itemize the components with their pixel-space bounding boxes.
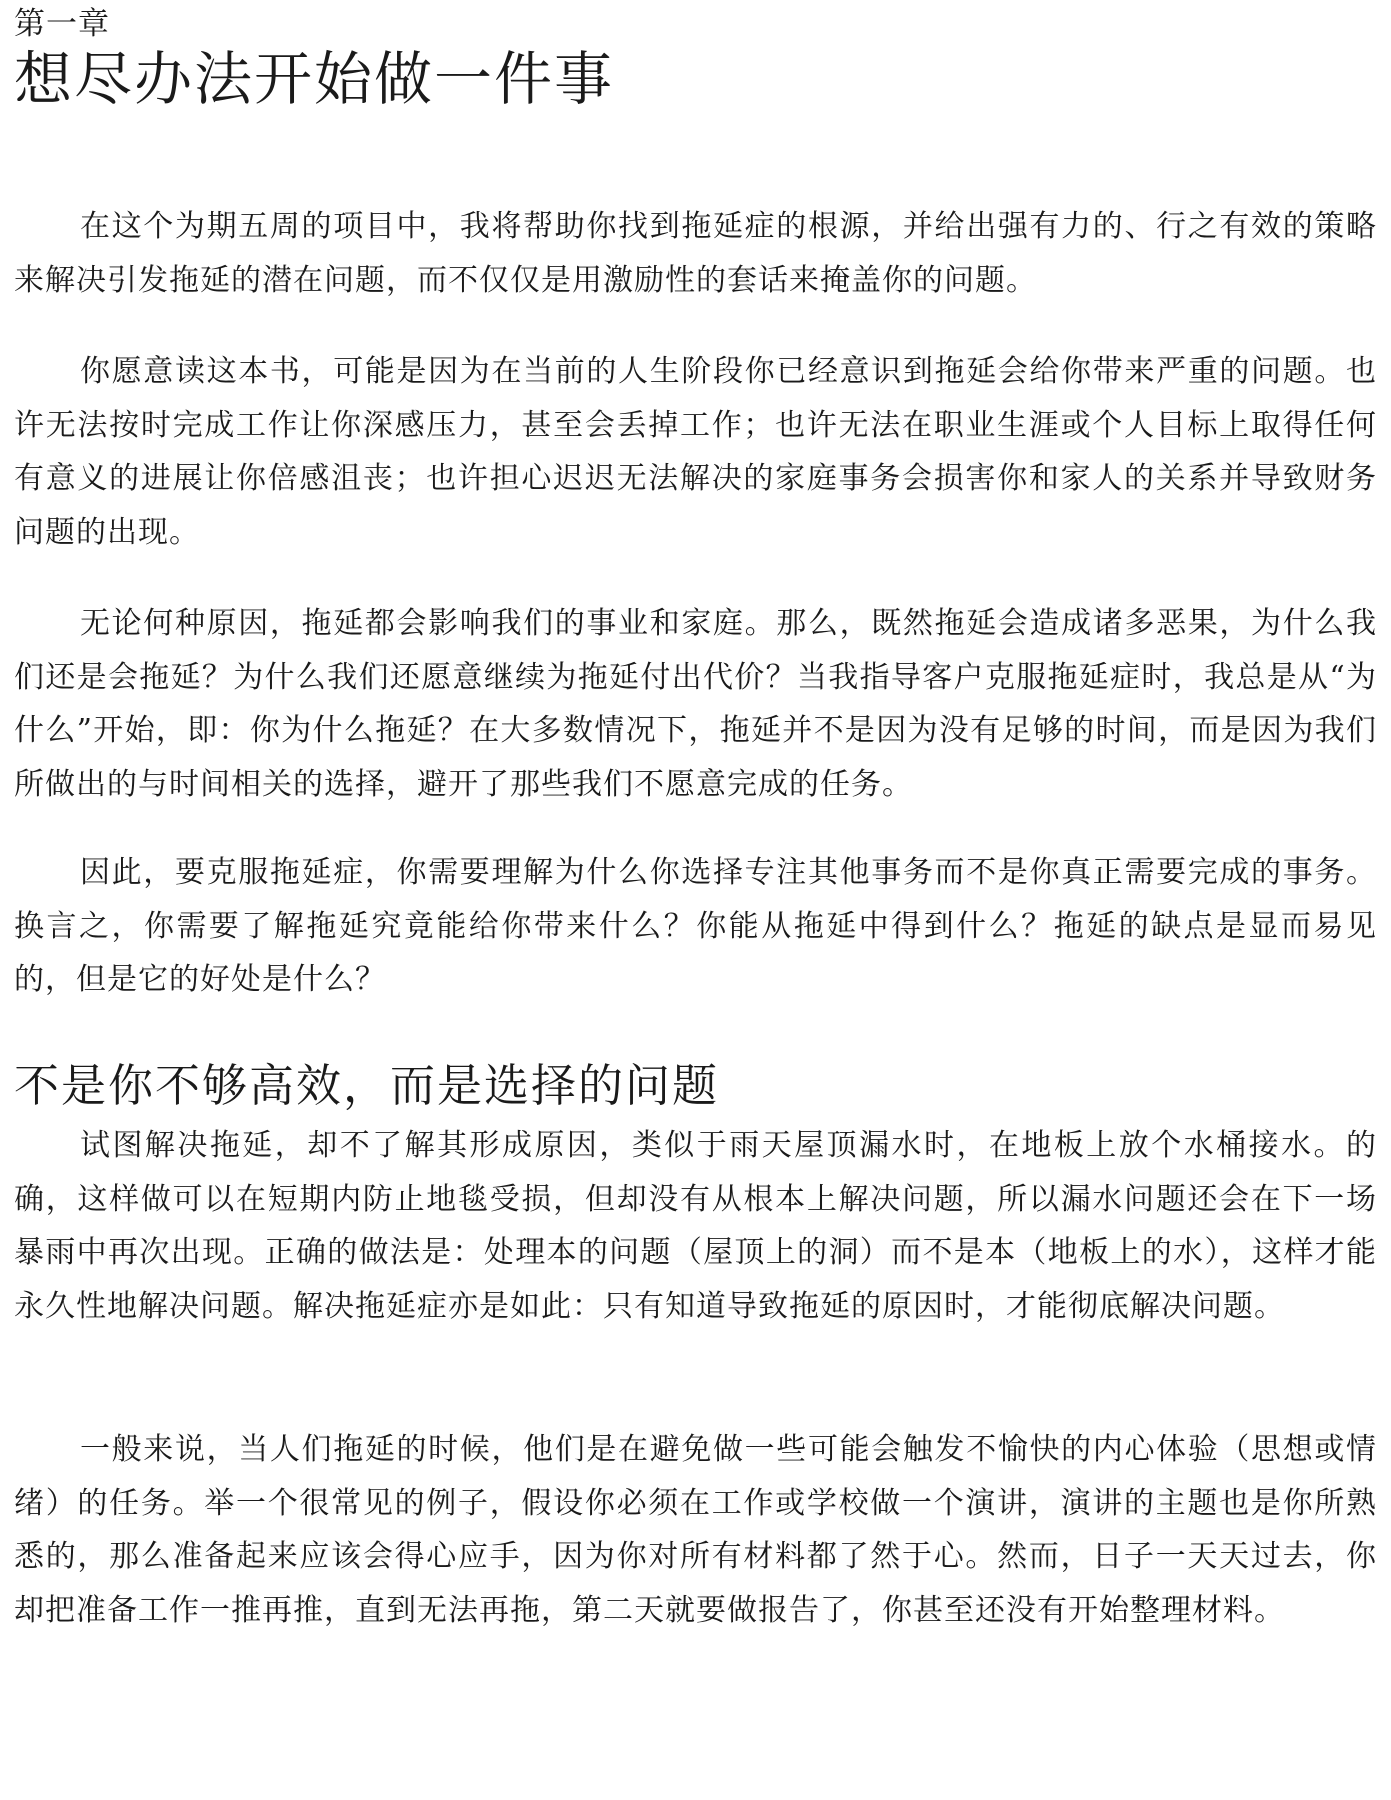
chapter-title: 想尽办法开始做一件事 [14, 45, 615, 113]
chapter-label: 第一章 [14, 6, 110, 42]
paragraph: 因此，要克服拖延症，你需要理解为什么你选择专注其他事务而不是你真正需要完成的事务。换言之，你需要了解拖延究竟能给你带来什么？你能从拖延中得到什么？拖延的缺点是显而易见的，但是它的好处是什么？ [14, 855, 1377, 997]
paragraph: 在这个为期五周的项目中，我将帮助你找到拖延症的根源，并给出强有力的、行之有效的策略来解决引发拖延的潜在问题，而不仅仅是用激励性的套话来掩盖你的问题。 [14, 209, 1377, 298]
section-title: 不是你不够高效，而是选择的问题 [14, 1059, 720, 1112]
paragraph: 你愿意读这本书，可能是因为在当前的人生阶段你已经意识到拖延会给你带来严重的问题。也许无法按时完成工作让你深感压力，甚至会丢掉工作；也许无法在职业生涯或个人目标上取得任何有意义的进展让你倍感沮丧；也许担心迟迟无法解决的家庭事务会损害你和家人的关系并导致财务问题的出现。 [14, 354, 1377, 550]
section-paragraph: 一般来说，当人们拖延的时候，他们是在避免做一些可能会触发不愉快的内心体验（思想或情绪）的任务。举一个很常见的例子，假设你必须在工作或学校做一个演讲，演讲的主题也是你所熟悉的，那么准备起来应该会得心应手，因为你对所有材料都了然于心。然而，日子一天天过去，你却把准备工作一推再推，直到无法再拖，第二天就要做报告了，你甚至还没有开始整理材料。 [14, 1432, 1377, 1628]
section-paragraph: 试图解决拖延，却不了解其形成原因，类似于雨天屋顶漏水时，在地板上放个水桶接水。的确，这样做可以在短期内防止地毯受损，但却没有从根本上解决问题，所以漏水问题还会在下一场暴雨中再次出现。正确的做法是：处理本的问题（屋顶上的洞）而不是本（地板上的水），这样才能永久性地解决问题。解决拖延症亦是如此：只有知道导致拖延的原因时，才能彻底解决问题。 [14, 1128, 1377, 1324]
paragraph: 无论何种原因，拖延都会影响我们的事业和家庭。那么，既然拖延会造成诸多恶果，为什么我们还是会拖延？为什么我们还愿意继续为拖延付出代价？当我指导客户克服拖延症时，我总是从“为什么”开始，即：你为什么拖延？在大多数情况下，拖延并不是因为没有足够的时间，而是因为我们所做出的与时间相关的选择，避开了那些我们不愿意完成的任务。 [14, 606, 1377, 802]
